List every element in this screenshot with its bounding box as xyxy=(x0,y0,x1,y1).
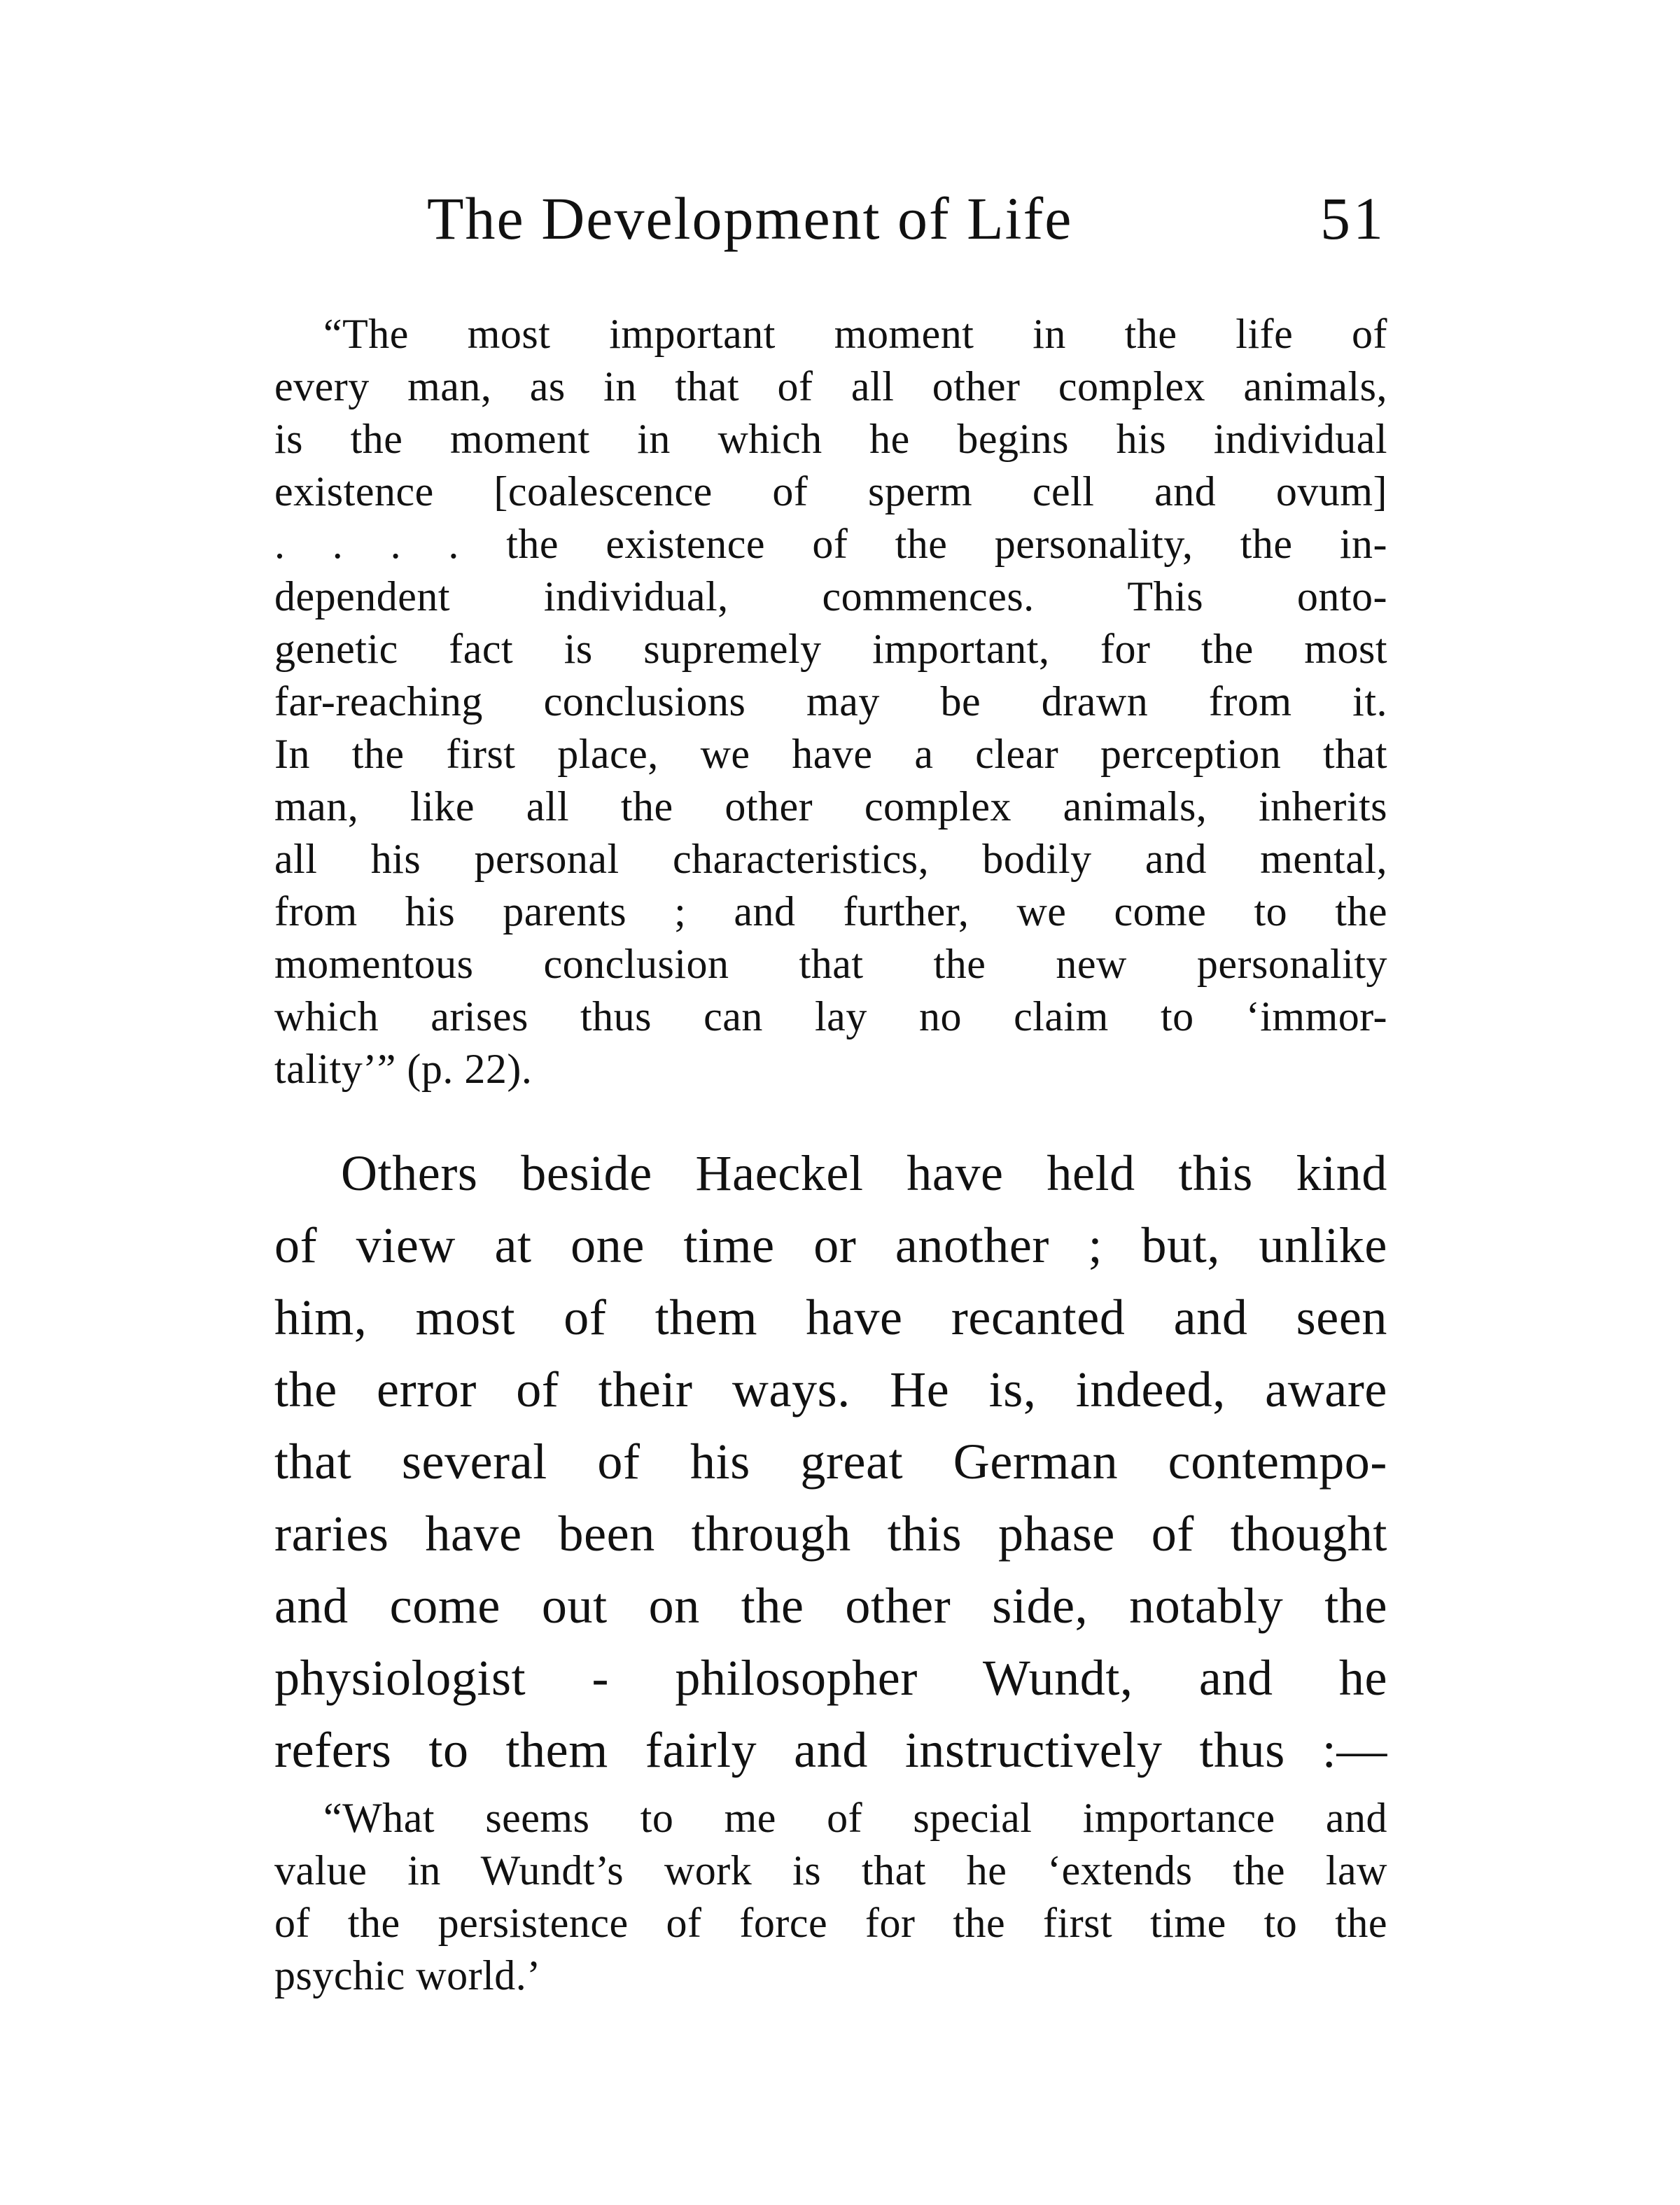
paragraph-line: physiologist - philosopher Wundt, and he xyxy=(274,1650,1387,1706)
paragraph-line: him, most of them have recanted and seen xyxy=(274,1289,1387,1345)
quote-line: all his personal characteristics, bodily and mental, xyxy=(274,836,1387,882)
block-quote-wundt xyxy=(274,1792,1387,2002)
quote-line: from his parents ; and further, we come to the xyxy=(274,888,1387,934)
quote-line: tality’” (p. 22). xyxy=(274,1046,533,1092)
paragraph-line: the error of their ways. He is, indeed, aware xyxy=(274,1362,1387,1418)
quote-line: which arises thus can lay no claim to ‘immor- xyxy=(274,993,1387,1040)
quote-line: far-reaching conclusions may be drawn from it. xyxy=(274,678,1387,724)
quote-line: is the moment in which he begins his individual xyxy=(274,416,1387,462)
paragraph-line: that several of his great German contempo- xyxy=(274,1434,1387,1490)
paragraph-line: of view at one time or another ; but, unlike xyxy=(274,1217,1387,1273)
paragraph-line: raries have been through this phase of thought xyxy=(274,1506,1387,1562)
paragraph-line: Others beside Haeckel have held this kind xyxy=(341,1145,1387,1201)
quote-line: “What seems to me of special importance and xyxy=(323,1795,1387,1841)
quote-line: . . . . the existence of the personality, the in- xyxy=(274,521,1387,567)
quote-line: “The most important moment in the life of xyxy=(323,311,1387,357)
quote-line: dependent individual, commences. This onto- xyxy=(274,573,1387,620)
quote-line: psychic world.’ xyxy=(274,1952,541,1998)
running-title: The Development of Life xyxy=(427,185,1073,252)
quote-line: existence [coalescence of sperm cell and ovum] xyxy=(274,468,1387,514)
quote-line: man, like all the other complex animals, inherits xyxy=(274,783,1387,830)
quote-line: of the persistence of force for the first time to the xyxy=(274,1900,1387,1946)
quote-line: value in Wundt’s work is that he ‘extends the law xyxy=(274,1847,1387,1893)
paragraph-line: and come out on the other side, notably the xyxy=(274,1578,1387,1634)
quote-line: genetic fact is supremely important, for the most xyxy=(274,626,1387,672)
running-head xyxy=(420,183,1386,260)
quote-line: In the first place, we have a clear perception that xyxy=(274,731,1387,777)
block-quote-haeckel xyxy=(274,308,1387,1096)
body-paragraph xyxy=(274,1138,1387,1786)
quote-line: momentous conclusion that the new personality xyxy=(274,941,1387,987)
quote-line: every man, as in that of all other complex animals, xyxy=(274,363,1387,410)
paragraph-line: refers to them fairly and instructively thus :— xyxy=(274,1722,1387,1778)
page-number: 51 xyxy=(1320,185,1386,252)
